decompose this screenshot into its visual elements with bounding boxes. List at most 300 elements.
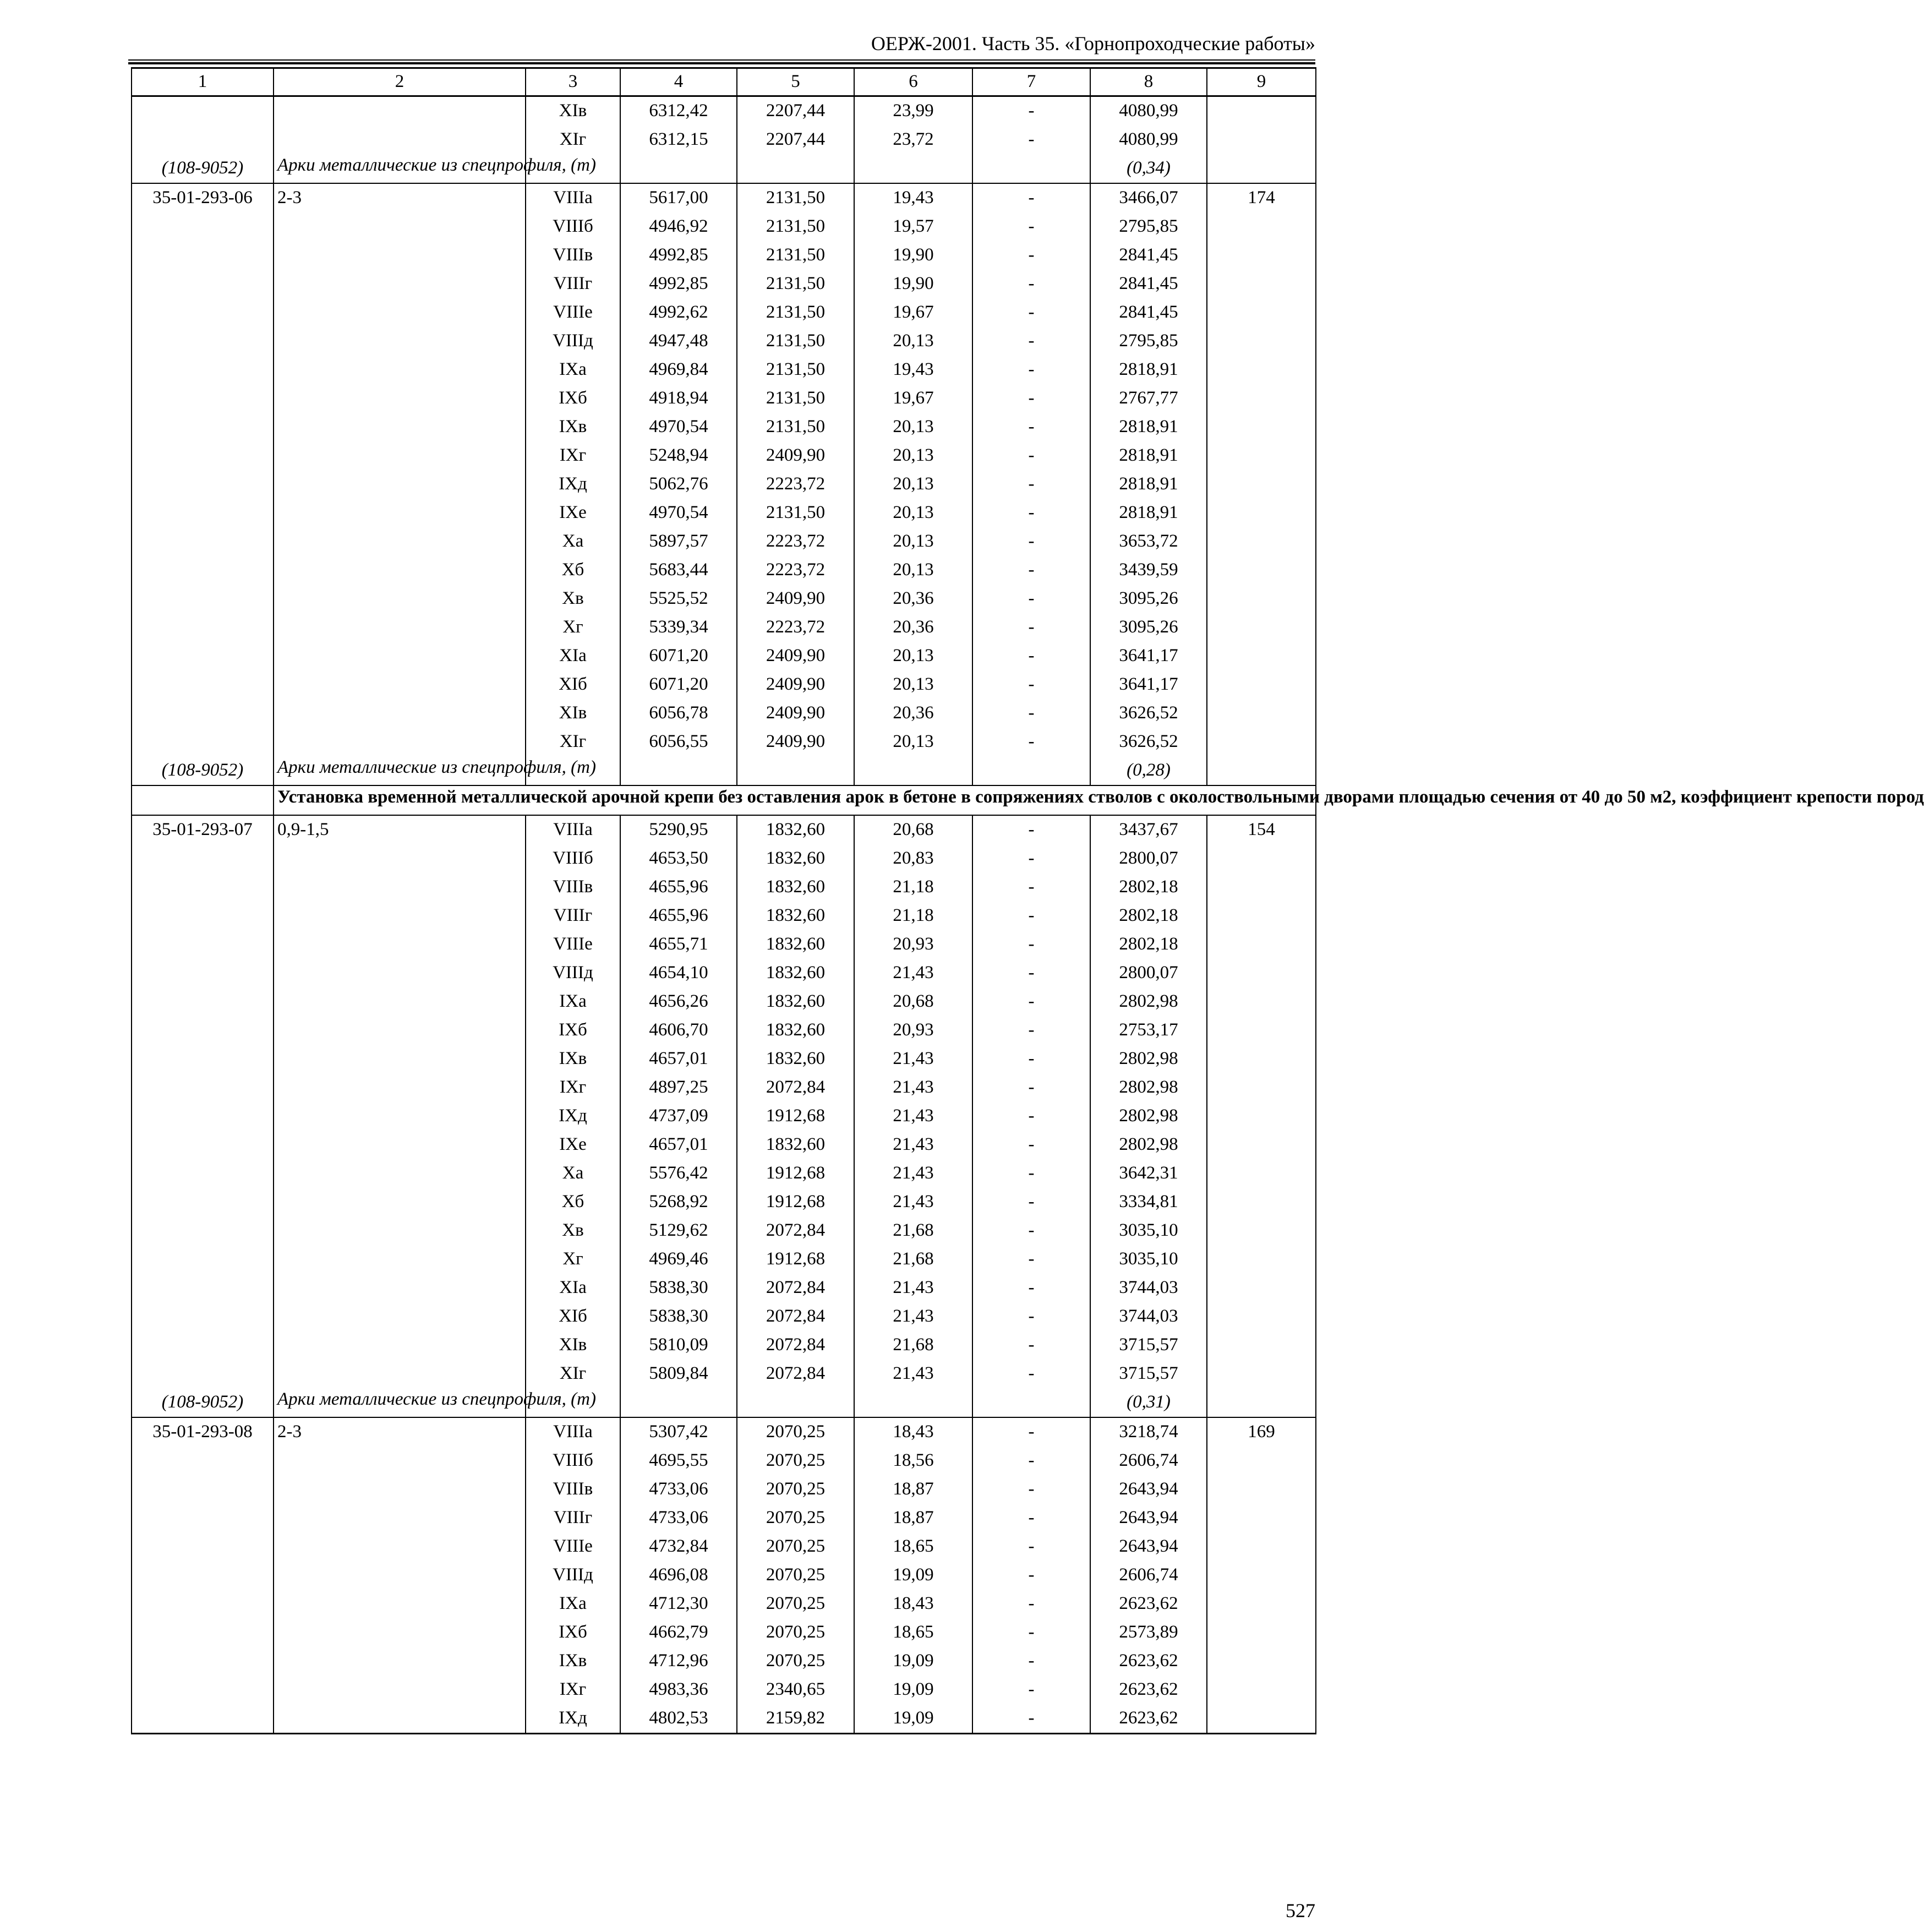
table-row xyxy=(132,298,1316,327)
col9-cell xyxy=(1207,613,1316,642)
table-row xyxy=(132,212,1316,241)
table-row xyxy=(132,327,1316,356)
value-cell: 2159,82 xyxy=(737,1704,854,1734)
norm-code-cell xyxy=(132,959,274,987)
material-value-cell: (0,31) xyxy=(1090,1388,1207,1417)
table-row xyxy=(132,241,1316,270)
norm-code-cell xyxy=(132,413,274,441)
value-cell: - xyxy=(972,613,1090,642)
norm-code-cell xyxy=(132,1360,274,1388)
value-cell: - xyxy=(972,441,1090,470)
material-name-cell: Арки металлические из спецпрофиля, (т) xyxy=(274,154,526,183)
category-cell: IXе xyxy=(526,1131,620,1159)
value-cell: 2072,84 xyxy=(737,1302,854,1331)
value-cell: - xyxy=(972,1274,1090,1302)
norm-code-cell xyxy=(132,1245,274,1274)
value-cell: 4970,54 xyxy=(620,413,737,441)
parameter-cell xyxy=(274,413,526,441)
column-number: 5 xyxy=(737,68,854,96)
value-cell: - xyxy=(972,96,1090,126)
value-cell: 20,36 xyxy=(854,613,972,642)
value-cell: 20,36 xyxy=(854,699,972,728)
norms-table xyxy=(131,67,1924,1734)
category-cell: XIв xyxy=(526,1331,620,1360)
value-cell: 2070,25 xyxy=(737,1561,854,1590)
value-cell: 2841,45 xyxy=(1090,270,1207,298)
parameter-cell xyxy=(274,1360,526,1388)
parameter-cell xyxy=(274,1676,526,1704)
parameter-cell xyxy=(274,585,526,613)
table-row xyxy=(132,613,1316,642)
value-cell: 4712,30 xyxy=(620,1590,737,1618)
value-cell: 18,43 xyxy=(854,1590,972,1618)
value-cell: 4897,25 xyxy=(620,1073,737,1102)
col9-cell xyxy=(1207,1532,1316,1561)
value-cell: 2409,90 xyxy=(737,699,854,728)
value-cell: - xyxy=(972,1447,1090,1475)
value-cell: 21,43 xyxy=(854,1159,972,1188)
section-title-row xyxy=(132,785,1316,815)
value-cell: - xyxy=(972,125,1090,154)
norm-code-cell: 35-01-293-07 xyxy=(132,815,274,844)
material-name-cell: Арки металлические из спецпрофиля, (т) xyxy=(274,1388,526,1417)
table-row xyxy=(132,987,1316,1016)
col9-cell xyxy=(1207,327,1316,356)
value-cell: 2802,98 xyxy=(1090,987,1207,1016)
value-cell: 19,90 xyxy=(854,270,972,298)
parameter-cell xyxy=(274,556,526,585)
value-cell: 19,67 xyxy=(854,384,972,413)
category-cell: XIа xyxy=(526,642,620,670)
value-cell: 3218,74 xyxy=(1090,1417,1207,1447)
category-cell: Xа xyxy=(526,527,620,556)
table-row xyxy=(132,1447,1316,1475)
table-row xyxy=(132,1131,1316,1159)
parameter-cell xyxy=(274,1532,526,1561)
parameter-cell xyxy=(274,1590,526,1618)
value-cell: 4992,62 xyxy=(620,298,737,327)
value-cell: 2223,72 xyxy=(737,556,854,585)
value-cell: 4653,50 xyxy=(620,844,737,873)
value-cell: - xyxy=(972,844,1090,873)
col9-cell xyxy=(1207,270,1316,298)
norm-code-cell xyxy=(132,1618,274,1647)
value-cell: 18,43 xyxy=(854,1417,972,1447)
norm-code-cell xyxy=(132,844,274,873)
value-cell: 1832,60 xyxy=(737,902,854,930)
category-cell: VIIIд xyxy=(526,327,620,356)
category-cell: VIIIе xyxy=(526,298,620,327)
norm-code-cell: 35-01-293-06 xyxy=(132,183,274,212)
value-cell: 20,13 xyxy=(854,441,972,470)
value-cell: 3095,26 xyxy=(1090,613,1207,642)
norm-code-cell xyxy=(132,298,274,327)
value-cell: 2841,45 xyxy=(1090,241,1207,270)
col9-cell xyxy=(1207,1618,1316,1647)
category-cell: XIг xyxy=(526,728,620,756)
value-cell: 4733,06 xyxy=(620,1504,737,1532)
norm-code-cell xyxy=(132,873,274,902)
value-cell: 4654,10 xyxy=(620,959,737,987)
parameter-cell xyxy=(274,642,526,670)
col9-cell xyxy=(1207,670,1316,699)
col9-cell xyxy=(1207,1447,1316,1475)
norm-code-cell xyxy=(132,327,274,356)
norm-code-cell xyxy=(132,1532,274,1561)
parameter-cell xyxy=(274,1704,526,1734)
column-number: 3 xyxy=(526,68,620,96)
col9-cell xyxy=(1207,1360,1316,1388)
value-cell: - xyxy=(972,527,1090,556)
value-cell: - xyxy=(972,270,1090,298)
value-cell: 4947,48 xyxy=(620,327,737,356)
value-cell: 5838,30 xyxy=(620,1274,737,1302)
value-cell: 21,43 xyxy=(854,1131,972,1159)
value-cell: 1832,60 xyxy=(737,873,854,902)
norm-code-cell xyxy=(132,1447,274,1475)
header-rule xyxy=(128,62,1315,64)
value-cell: 2767,77 xyxy=(1090,384,1207,413)
parameter-cell xyxy=(274,212,526,241)
value-cell: 20,13 xyxy=(854,670,972,699)
value-cell: 6056,55 xyxy=(620,728,737,756)
value-cell: 1832,60 xyxy=(737,1016,854,1045)
value-cell: 2409,90 xyxy=(737,441,854,470)
value-cell: 20,83 xyxy=(854,844,972,873)
category-cell: IXа xyxy=(526,1590,620,1618)
value-cell: 2070,25 xyxy=(737,1417,854,1447)
parameter-cell xyxy=(274,1245,526,1274)
value-cell: 5307,42 xyxy=(620,1417,737,1447)
column-number: 9 xyxy=(1207,68,1316,96)
value-cell: - xyxy=(972,815,1090,844)
value-cell: - xyxy=(972,413,1090,441)
value-cell: 4606,70 xyxy=(620,1016,737,1045)
material-value-cell: (0,28) xyxy=(1090,756,1207,785)
value-cell: 19,09 xyxy=(854,1561,972,1590)
parameter-cell xyxy=(274,1274,526,1302)
norm-code-cell xyxy=(132,527,274,556)
table-row xyxy=(132,556,1316,585)
col9-cell xyxy=(1207,470,1316,499)
parameter-cell xyxy=(274,1475,526,1504)
table-row xyxy=(132,1360,1316,1388)
value-cell: 2795,85 xyxy=(1090,212,1207,241)
parameter-cell xyxy=(274,613,526,642)
table-row xyxy=(132,499,1316,527)
value-cell: 4695,55 xyxy=(620,1447,737,1475)
table-row xyxy=(132,356,1316,384)
category-cell: VIIIг xyxy=(526,270,620,298)
value-cell: 2409,90 xyxy=(737,642,854,670)
value-cell: - xyxy=(972,642,1090,670)
value-cell: 2800,07 xyxy=(1090,844,1207,873)
value-cell: 20,13 xyxy=(854,728,972,756)
norm-code-cell xyxy=(132,212,274,241)
parameter-cell xyxy=(274,1561,526,1590)
table-row xyxy=(132,125,1316,154)
value-cell: 4802,53 xyxy=(620,1704,737,1734)
table-row xyxy=(132,1561,1316,1590)
parameter-cell xyxy=(274,930,526,959)
value-cell: 1912,68 xyxy=(737,1159,854,1188)
value-cell: 3466,07 xyxy=(1090,183,1207,212)
value-cell: - xyxy=(972,1360,1090,1388)
value-cell: 1832,60 xyxy=(737,1131,854,1159)
value-cell: 3334,81 xyxy=(1090,1188,1207,1216)
category-cell: VIIIб xyxy=(526,844,620,873)
value-cell: 2802,98 xyxy=(1090,1045,1207,1073)
value-cell: 2131,50 xyxy=(737,212,854,241)
value-cell: 1832,60 xyxy=(737,987,854,1016)
value-cell: 20,13 xyxy=(854,470,972,499)
table-row xyxy=(132,527,1316,556)
value-cell: 2802,98 xyxy=(1090,1073,1207,1102)
value-cell: 4655,96 xyxy=(620,902,737,930)
parameter-cell xyxy=(274,1504,526,1532)
value-cell: 4655,96 xyxy=(620,873,737,902)
col9-cell xyxy=(1207,902,1316,930)
empty-cell xyxy=(972,1388,1090,1417)
norm-code-cell xyxy=(132,1102,274,1131)
norm-code-cell xyxy=(132,930,274,959)
table-row xyxy=(132,1302,1316,1331)
value-cell: - xyxy=(972,1331,1090,1360)
value-cell: 4733,06 xyxy=(620,1475,737,1504)
empty-cell xyxy=(972,756,1090,785)
parameter-cell xyxy=(274,699,526,728)
value-cell: 5576,42 xyxy=(620,1159,737,1188)
empty-cell xyxy=(620,154,737,183)
value-cell: 3642,31 xyxy=(1090,1159,1207,1188)
value-cell: - xyxy=(972,1561,1090,1590)
value-cell: 20,13 xyxy=(854,413,972,441)
table-row xyxy=(132,1704,1316,1734)
col9-cell xyxy=(1207,873,1316,902)
value-cell: 6312,42 xyxy=(620,96,737,126)
category-cell: IXа xyxy=(526,987,620,1016)
category-cell: VIIIа xyxy=(526,815,620,844)
value-cell: - xyxy=(972,699,1090,728)
value-cell: - xyxy=(972,1073,1090,1102)
value-cell: 20,13 xyxy=(854,527,972,556)
value-cell: - xyxy=(972,556,1090,585)
table-row xyxy=(132,1188,1316,1216)
value-cell: 5683,44 xyxy=(620,556,737,585)
parameter-cell xyxy=(274,1159,526,1188)
value-cell: 5617,00 xyxy=(620,183,737,212)
parameter-cell xyxy=(274,1102,526,1131)
parameter-cell: 2-3 xyxy=(274,1417,526,1447)
value-cell: 2643,94 xyxy=(1090,1532,1207,1561)
value-cell: - xyxy=(972,670,1090,699)
material-row xyxy=(132,756,1316,785)
col9-cell xyxy=(1207,1016,1316,1045)
value-cell: 21,68 xyxy=(854,1245,972,1274)
table-row xyxy=(132,183,1316,212)
parameter-cell xyxy=(274,470,526,499)
value-cell: 4970,54 xyxy=(620,499,737,527)
header-rule xyxy=(128,59,1315,61)
value-cell: 2818,91 xyxy=(1090,441,1207,470)
col9-cell xyxy=(1207,728,1316,756)
value-cell: - xyxy=(972,241,1090,270)
value-cell: - xyxy=(972,356,1090,384)
value-cell: 4918,94 xyxy=(620,384,737,413)
value-cell: 2802,98 xyxy=(1090,1131,1207,1159)
value-cell: 6071,20 xyxy=(620,670,737,699)
col9-cell xyxy=(1207,1131,1316,1159)
parameter-cell xyxy=(274,96,526,126)
value-cell: 21,18 xyxy=(854,902,972,930)
category-cell: VIIIе xyxy=(526,930,620,959)
value-cell: 4992,85 xyxy=(620,241,737,270)
category-cell: VIIIв xyxy=(526,1475,620,1504)
col9-cell xyxy=(1207,844,1316,873)
value-cell: 2795,85 xyxy=(1090,327,1207,356)
value-cell: 2802,18 xyxy=(1090,930,1207,959)
norm-code-cell xyxy=(132,1302,274,1331)
table-row xyxy=(132,1504,1316,1532)
value-cell: 2409,90 xyxy=(737,670,854,699)
col9-cell: 174 xyxy=(1207,183,1316,212)
value-cell: 2131,50 xyxy=(737,241,854,270)
category-cell: VIIIв xyxy=(526,241,620,270)
norm-code-cell xyxy=(132,499,274,527)
parameter-cell: 0,9-1,5 xyxy=(274,815,526,844)
column-number: 8 xyxy=(1090,68,1207,96)
value-cell: 2223,72 xyxy=(737,613,854,642)
value-cell: 21,43 xyxy=(854,1274,972,1302)
value-cell: 18,87 xyxy=(854,1475,972,1504)
value-cell: 2223,72 xyxy=(737,470,854,499)
value-cell: 21,68 xyxy=(854,1216,972,1245)
value-cell: 20,93 xyxy=(854,1016,972,1045)
value-cell: 23,99 xyxy=(854,96,972,126)
value-cell: - xyxy=(972,183,1090,212)
material-value-cell: (0,34) xyxy=(1090,154,1207,183)
table-row xyxy=(132,959,1316,987)
table-row xyxy=(132,670,1316,699)
parameter-cell xyxy=(274,1016,526,1045)
value-cell: - xyxy=(972,1704,1090,1734)
value-cell: - xyxy=(972,1188,1090,1216)
table-row xyxy=(132,1045,1316,1073)
value-cell: - xyxy=(972,1016,1090,1045)
value-cell: 2623,62 xyxy=(1090,1647,1207,1676)
value-cell: - xyxy=(972,1159,1090,1188)
table-row xyxy=(132,413,1316,441)
col9-cell xyxy=(1207,1188,1316,1216)
value-cell: 6312,15 xyxy=(620,125,737,154)
category-cell: VIIIв xyxy=(526,873,620,902)
col9-cell xyxy=(1207,125,1316,154)
parameter-cell xyxy=(274,1447,526,1475)
value-cell: 4696,08 xyxy=(620,1561,737,1590)
value-cell: 2841,45 xyxy=(1090,298,1207,327)
value-cell: 19,43 xyxy=(854,183,972,212)
norm-code-cell xyxy=(132,1188,274,1216)
col9-cell xyxy=(1207,527,1316,556)
parameter-cell xyxy=(274,1618,526,1647)
col9-cell xyxy=(1207,699,1316,728)
value-cell: 5838,30 xyxy=(620,1302,737,1331)
value-cell: 2072,84 xyxy=(737,1216,854,1245)
parameter-cell xyxy=(274,298,526,327)
category-cell: XIа xyxy=(526,1274,620,1302)
value-cell: 2818,91 xyxy=(1090,499,1207,527)
col9-cell xyxy=(1207,1159,1316,1188)
col9-cell xyxy=(1207,356,1316,384)
norm-code-cell xyxy=(132,384,274,413)
category-cell: VIIIа xyxy=(526,1417,620,1447)
value-cell: 4946,92 xyxy=(620,212,737,241)
category-cell: VIIIг xyxy=(526,902,620,930)
norm-code-cell xyxy=(132,670,274,699)
value-cell: - xyxy=(972,1676,1090,1704)
column-number: 6 xyxy=(854,68,972,96)
value-cell: 2802,98 xyxy=(1090,1102,1207,1131)
table-row xyxy=(132,1073,1316,1102)
value-cell: - xyxy=(972,499,1090,527)
material-name-cell: Арки металлические из спецпрофиля, (т) xyxy=(274,756,526,785)
value-cell: 2643,94 xyxy=(1090,1475,1207,1504)
parameter-cell xyxy=(274,1302,526,1331)
empty-cell xyxy=(620,1388,737,1417)
norm-code-cell xyxy=(132,125,274,154)
norm-code-cell xyxy=(132,270,274,298)
value-cell: 4969,84 xyxy=(620,356,737,384)
value-cell: 2802,18 xyxy=(1090,902,1207,930)
value-cell: - xyxy=(972,585,1090,613)
value-cell: - xyxy=(972,1302,1090,1331)
value-cell: 18,56 xyxy=(854,1447,972,1475)
value-cell: 18,65 xyxy=(854,1532,972,1561)
value-cell: 5339,34 xyxy=(620,613,737,642)
norm-code-cell xyxy=(132,699,274,728)
col9-cell xyxy=(1207,1073,1316,1102)
category-cell: IXа xyxy=(526,356,620,384)
value-cell: 2643,94 xyxy=(1090,1504,1207,1532)
value-cell: 2606,74 xyxy=(1090,1561,1207,1590)
table-row xyxy=(132,270,1316,298)
category-cell: IXв xyxy=(526,1647,620,1676)
empty-cell xyxy=(737,1388,854,1417)
col9-cell xyxy=(1207,241,1316,270)
value-cell: 4969,46 xyxy=(620,1245,737,1274)
value-cell: 21,43 xyxy=(854,1073,972,1102)
value-cell: 19,43 xyxy=(854,356,972,384)
category-cell: XIг xyxy=(526,1360,620,1388)
table-row xyxy=(132,1245,1316,1274)
value-cell: 19,90 xyxy=(854,241,972,270)
value-cell: - xyxy=(972,212,1090,241)
value-cell: - xyxy=(972,1532,1090,1561)
value-cell: 23,72 xyxy=(854,125,972,154)
value-cell: 5897,57 xyxy=(620,527,737,556)
value-cell: 3744,03 xyxy=(1090,1302,1207,1331)
table-row xyxy=(132,96,1316,126)
norm-code-cell xyxy=(132,1676,274,1704)
value-cell: 4657,01 xyxy=(620,1131,737,1159)
value-cell: 3095,26 xyxy=(1090,585,1207,613)
norm-code-cell xyxy=(132,1504,274,1532)
table-row xyxy=(132,1216,1316,1245)
value-cell: 2818,91 xyxy=(1090,470,1207,499)
value-cell: 2623,62 xyxy=(1090,1676,1207,1704)
table-row xyxy=(132,642,1316,670)
value-cell: 3641,17 xyxy=(1090,670,1207,699)
